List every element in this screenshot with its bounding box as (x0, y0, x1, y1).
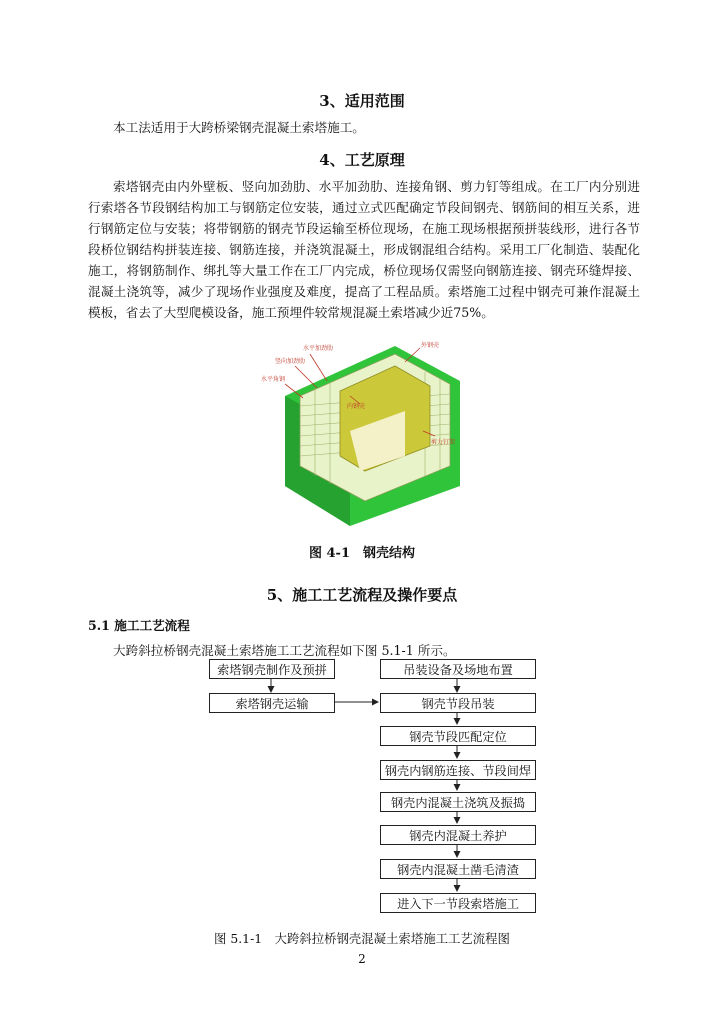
flow-step-site-setup: 吊装设备及场地布置 (380, 659, 536, 679)
flow-step-transport: 索塔钢壳运输 (209, 693, 335, 713)
flow-step-positioning: 钢壳节段匹配定位 (380, 726, 536, 746)
flow-step-hoisting: 钢壳节段吊装 (380, 693, 536, 713)
section-5-1-title: 5.1 施工工艺流程 (88, 618, 190, 633)
flow-step-next-segment: 进入下一节段索塔施工 (380, 893, 536, 913)
section-3-paragraph: 本工法适用于大跨桥梁钢壳混凝土索塔施工。 (113, 120, 365, 135)
label-stud: 剪力钉架 (431, 439, 456, 446)
section-3-title: 3、适用范围 (319, 92, 405, 110)
flow-step-curing: 钢壳内混凝土养护 (380, 825, 536, 845)
label-horizontal-rib: 水平加劲肋 (303, 345, 334, 352)
label-inner-shell: 内钢壳 (347, 403, 366, 410)
flow-step-pouring: 钢壳内混凝土浇筑及振捣 (380, 792, 536, 812)
section-4-title: 4、工艺原理 (319, 151, 405, 169)
label-vertical-rib: 竖向加劲肋 (275, 358, 306, 365)
label-angle-steel: 水平角钢 (261, 376, 286, 383)
label-outer-shell: 外钢壳 (421, 342, 440, 349)
figure-4-1-caption: 图 4-1 钢壳结构 (308, 546, 415, 561)
figure-5-1-1-caption: 图 5.1-1 大跨斜拉桥钢壳混凝土索塔施工工艺流程图 (214, 931, 510, 946)
flow-step-fabrication: 索塔钢壳制作及预拼 (209, 659, 335, 679)
section-4-paragraph: 索塔钢壳由内外壁板、竖向加劲肋、水平加劲肋、连接角钢、剪力钉等组成。在工厂内分别进行索塔各节段钢结构加工与钢筋定位安装，通过立式匹配确定节段间钢壳、钢筋间的相互关系，进行钢筋定位与安装；将带钢筋的钢壳节段运输至桥位现场，在施工现场根据预拼装线形，进行各节段桥位钢结构拼装连接、钢筋连接，并浇筑混凝土，形成钢混组合结构。采用工厂化制造、装配化施工，将钢筋制作、绑扎等大量工作在工厂内完成，桥位现场仅需竖向钢筋连接、钢壳环缝焊接、混凝土浇筑等，减少了现场作业强度及难度，提高了工程品质。索塔施工过程中钢壳可兼作混凝土模板，省去了大型爬模设备，施工预埋件较常规混凝土索塔减少近75%。 (88, 179, 640, 320)
section-5-title: 5、施工工艺流程及操作要点 (266, 586, 458, 604)
section-5-1-paragraph: 大跨斜拉桥钢壳混凝土索塔施工工艺流程如下图 5.1-1 所示。 (113, 643, 456, 658)
flow-step-chiseling: 钢壳内混凝土凿毛清渣 (380, 859, 536, 879)
page-number: 2 (358, 952, 366, 966)
flow-step-rebar-welding: 钢壳内钢筋连接、节段间焊 (380, 760, 536, 780)
